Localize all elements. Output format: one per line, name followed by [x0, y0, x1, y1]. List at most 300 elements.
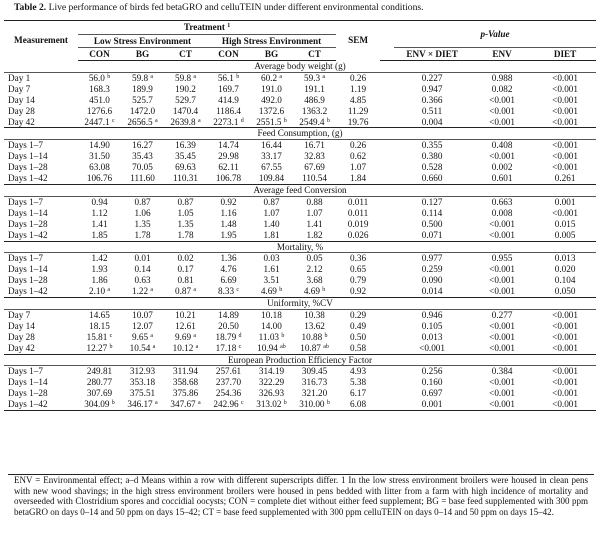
- superscript: b: [283, 117, 287, 124]
- pvalue-cell: 0.001: [554, 196, 576, 207]
- value-cell: 14.89: [218, 309, 239, 320]
- superscript: b: [283, 400, 287, 407]
- pvalue-cell: <0.001: [552, 331, 578, 342]
- value-cell: 6.69: [220, 275, 237, 286]
- value-cell: 106.78: [215, 173, 242, 184]
- row-label: Days 1–14: [8, 207, 48, 218]
- col-header: CON: [207, 48, 250, 61]
- value-cell: 59.8 $^a$: [174, 72, 197, 83]
- value-cell: 525.7: [132, 94, 153, 105]
- superscript: a: [195, 343, 199, 350]
- pvalue-cell: 0.004: [421, 116, 443, 127]
- pvalue-cell: 0.277: [491, 309, 513, 320]
- value-cell: 0.01: [134, 253, 151, 264]
- pvalue-cell: <0.001: [470, 399, 534, 410]
- value-cell: 0.17: [177, 264, 194, 275]
- row-label: Day 28: [8, 331, 35, 342]
- superscript: a: [279, 73, 283, 80]
- value-cell: 4.76: [220, 264, 237, 275]
- superscript: a: [150, 73, 154, 80]
- row-label: Days 1–42: [8, 286, 48, 297]
- value-cell: 1472.0: [129, 105, 156, 116]
- value-cell: 13.62: [304, 320, 325, 331]
- superscript: a: [193, 73, 197, 80]
- pvalue-cell: <0.001: [552, 140, 578, 151]
- value-cell: 0.87: [134, 196, 151, 207]
- value-cell: 1.95: [220, 229, 237, 240]
- value-cell: 110.54: [302, 173, 327, 184]
- pvalue-cell: 0.013: [554, 253, 576, 264]
- sem-cell: 4.85: [350, 94, 367, 105]
- value-cell: 0.94: [91, 196, 108, 207]
- sem-cell: 4.93: [350, 366, 367, 377]
- sem-header: SEM: [336, 21, 380, 61]
- pvalue-cell: 0.127: [421, 196, 443, 207]
- pvalue-cell: <0.001: [489, 286, 515, 297]
- value-cell: 1276.6: [86, 105, 113, 116]
- pvalue-cell: 0.977: [421, 253, 443, 264]
- col-header: CT: [293, 48, 336, 61]
- value-cell: 0.87: [263, 196, 280, 207]
- value-cell: 18.79 $^d$: [215, 331, 242, 342]
- section-title: European Production Efficiency Factor: [4, 355, 596, 367]
- value-cell: 11.03 $^b$: [258, 331, 285, 342]
- value-cell: 3.68: [306, 275, 323, 286]
- value-cell: 12.61: [175, 320, 196, 331]
- value-cell: 1.35: [177, 218, 194, 229]
- value-cell: 0.14: [134, 264, 151, 275]
- value-cell: 67.69: [304, 162, 325, 173]
- section-title-row: [4, 61, 596, 73]
- value-cell: 56.0 $^b$: [88, 72, 111, 83]
- value-cell: 31.50: [89, 151, 110, 162]
- row-label: Days 1–7: [8, 253, 43, 264]
- superscript: c: [109, 332, 113, 339]
- pvalue-cell: <0.001: [552, 309, 578, 320]
- pvalue-cell: <0.001: [552, 320, 578, 331]
- value-cell: 169.7: [218, 83, 239, 94]
- pvalue-cell: <0.001: [552, 342, 578, 353]
- pvalue-cell: <0.001: [552, 207, 578, 218]
- value-cell: 20.50: [218, 320, 239, 331]
- pvalue-cell: 0.528: [421, 162, 443, 173]
- table-row: [4, 399, 596, 410]
- value-cell: 375.51: [129, 388, 156, 399]
- superscript: c: [236, 287, 240, 294]
- value-cell: 15.81 $^c$: [86, 331, 113, 342]
- row-label: Days 1–7: [8, 366, 43, 377]
- value-cell: 191.1: [304, 83, 325, 94]
- section-title-row: [4, 184, 596, 196]
- value-cell: 16.71: [304, 140, 325, 151]
- pvalue-cell: <0.001: [489, 377, 515, 388]
- col-header: CON: [78, 48, 121, 61]
- value-cell: 1.35: [134, 218, 151, 229]
- value-cell: 70.05: [132, 162, 153, 173]
- pvalue-cell: <0.001: [489, 151, 515, 162]
- sem-cell: 0.26: [350, 72, 367, 83]
- value-cell: 1.82: [306, 229, 323, 240]
- value-cell: 358.68: [172, 377, 199, 388]
- table-row: [4, 321, 596, 332]
- table-row: [4, 286, 596, 297]
- table-body: [4, 61, 596, 411]
- table-row: [4, 140, 596, 151]
- sem-cell: 6.17: [350, 388, 367, 399]
- pcol-header: ENV × DIET: [394, 48, 470, 61]
- table-row: [4, 377, 596, 388]
- pvalue-cell: 0.020: [554, 264, 576, 275]
- pvalue-cell: <0.001: [534, 399, 596, 410]
- value-cell: 8.33 $^c$: [217, 286, 240, 297]
- pcol-header: DIET: [534, 48, 596, 61]
- value-cell: 109.84: [258, 173, 285, 184]
- row-label: Days 1–7: [8, 140, 43, 151]
- col-header: BG: [121, 48, 164, 61]
- value-cell: 529.7: [175, 94, 196, 105]
- value-cell: 242.96 $^c$: [207, 399, 250, 410]
- value-cell: 486.9: [304, 94, 325, 105]
- value-cell: 12.07: [132, 320, 153, 331]
- sem-cell: 0.29: [350, 309, 367, 320]
- pvalue-cell: <0.001: [552, 105, 578, 116]
- row-label: Days 1–14: [8, 377, 48, 388]
- value-cell: 310.00 $^b$: [293, 399, 336, 410]
- section-title: Mortality, %: [4, 242, 596, 254]
- pvalue-cell: 0.050: [554, 286, 576, 297]
- sem-cell: 0.011: [347, 196, 369, 207]
- pvalue-cell: <0.001: [489, 275, 515, 286]
- row-label: Days 1–28: [8, 218, 48, 229]
- value-cell: 280.77: [86, 377, 113, 388]
- section-title: Feed Consumption, (g): [4, 128, 596, 140]
- value-cell: 492.0: [261, 94, 282, 105]
- pvalue-cell: <0.001: [489, 264, 515, 275]
- pvalue-cell: <0.001: [489, 388, 515, 399]
- pvalue-cell: 0.015: [554, 218, 576, 229]
- table-row: [4, 366, 596, 377]
- value-cell: 16.44: [261, 140, 282, 151]
- value-cell: 257.61: [215, 366, 242, 377]
- value-cell: 14.90: [89, 140, 110, 151]
- caption-text: Live performance of birds fed betaGRO and celluTEIN under different environmental conditions.: [48, 2, 424, 13]
- superscript: a: [193, 332, 197, 339]
- pcol-header: ENV: [470, 48, 534, 61]
- pvalue-cell: 0.105: [421, 320, 443, 331]
- value-cell: 2273.1 $^d$: [213, 116, 244, 127]
- value-cell: 237.70: [215, 377, 242, 388]
- superscript: d: [238, 332, 242, 339]
- superscript: a: [107, 287, 111, 294]
- pvalue-header: p-Value: [394, 21, 596, 48]
- value-cell: 14.65: [89, 309, 110, 320]
- superscript: b: [281, 332, 285, 339]
- value-cell: 190.2: [175, 83, 196, 94]
- row-label: Days 1–14: [8, 151, 48, 162]
- sem-cell: 0.62: [350, 151, 367, 162]
- value-cell: 249.81: [86, 366, 113, 377]
- pvalue-cell: <0.001: [419, 342, 445, 353]
- value-cell: 10.88 $^b$: [301, 331, 328, 342]
- value-cell: 254.36: [215, 388, 242, 399]
- value-cell: 307.69: [86, 388, 113, 399]
- pvalue-cell: 0.160: [421, 377, 443, 388]
- table-row: [4, 106, 596, 117]
- pvalue-cell: 0.090: [421, 275, 443, 286]
- value-cell: 1.16: [220, 207, 237, 218]
- pvalue-cell: 0.988: [491, 72, 513, 83]
- pvalue-cell: 0.013: [421, 331, 443, 342]
- value-cell: 32.83: [304, 151, 325, 162]
- pvalue-cell: 0.071: [421, 229, 443, 240]
- sem-cell: 0.26: [350, 140, 367, 151]
- value-cell: 2639.8 $^a$: [170, 116, 201, 127]
- value-cell: 9.69 $^a$: [174, 331, 197, 342]
- table-caption: [14, 2, 594, 14]
- value-cell: 110.31: [173, 173, 198, 184]
- sem-cell: 1.84: [350, 173, 367, 184]
- pvalue-cell: <0.001: [489, 94, 515, 105]
- pvalue-cell: 0.227: [421, 72, 443, 83]
- pvalue-cell: <0.001: [552, 72, 578, 83]
- row-label: Days 1–42: [4, 399, 78, 410]
- value-cell: 35.45: [175, 151, 196, 162]
- value-cell: 60.2 $^a$: [260, 72, 283, 83]
- value-cell: 1.07: [306, 207, 323, 218]
- value-cell: 353.18: [129, 377, 156, 388]
- sem-cell: 1.07: [350, 162, 367, 173]
- pvalue-cell: <0.001: [552, 83, 578, 94]
- value-cell: 59.8 $^a$: [131, 72, 154, 83]
- table-row: [4, 95, 596, 106]
- value-cell: 1.07: [263, 207, 280, 218]
- value-cell: 10.12 $^a$: [172, 342, 199, 353]
- pvalue-cell: <0.001: [552, 116, 578, 127]
- superscript: a: [150, 287, 154, 294]
- value-cell: 56.1 $^b$: [217, 72, 240, 83]
- row-label: Days 1–7: [8, 196, 43, 207]
- pvalue-cell: 0.380: [421, 151, 443, 162]
- pvalue-cell: 0.663: [491, 196, 513, 207]
- table-row: [4, 343, 596, 354]
- value-cell: 16.27: [132, 140, 153, 151]
- value-cell: 2447.1 $^c$: [84, 116, 115, 127]
- row-label: Days 1–42: [8, 229, 48, 240]
- sem-cell: 0.92: [350, 286, 367, 297]
- value-cell: 10.07: [132, 309, 153, 320]
- value-cell: 1.78: [134, 229, 151, 240]
- superscript: b: [322, 287, 326, 294]
- row-label: Day 14: [8, 320, 35, 331]
- value-cell: 2551.5 $^b$: [256, 116, 287, 127]
- value-cell: 0.03: [263, 253, 280, 264]
- superscript: b: [324, 332, 328, 339]
- row-label: Days 1–28: [8, 275, 48, 286]
- value-cell: 1.48: [220, 218, 237, 229]
- superscript: d: [240, 117, 244, 124]
- superscript: a: [150, 332, 154, 339]
- sem-cell: 0.011: [347, 207, 369, 218]
- pvalue-cell: <0.001: [489, 331, 515, 342]
- value-cell: 0.81: [177, 275, 194, 286]
- value-cell: 321.20: [301, 388, 328, 399]
- value-cell: 0.88: [306, 196, 323, 207]
- value-cell: 10.94 $^{ab}$: [257, 342, 286, 353]
- value-cell: 347.67 $^a$: [164, 399, 207, 410]
- superscript: a: [154, 117, 158, 124]
- value-cell: 1.06: [134, 207, 151, 218]
- value-cell: 1.93: [91, 264, 108, 275]
- pvalue-cell: <0.001: [552, 377, 578, 388]
- superscript: ab: [280, 343, 286, 350]
- value-cell: 67.55: [261, 162, 282, 173]
- value-cell: 1363.2: [301, 105, 328, 116]
- superscript: b: [236, 73, 240, 80]
- table-row: [4, 151, 596, 162]
- value-cell: 29.98: [218, 151, 239, 162]
- value-cell: 111.60: [130, 173, 155, 184]
- value-cell: 1.42: [91, 253, 108, 264]
- sem-cell: 11.29: [347, 105, 369, 116]
- row-label: Day 42: [8, 342, 35, 353]
- value-cell: 1.85: [91, 229, 108, 240]
- value-cell: 35.43: [132, 151, 153, 162]
- value-cell: 451.0: [89, 94, 110, 105]
- value-cell: 0.02: [177, 253, 194, 264]
- section-title-row: [4, 354, 596, 366]
- value-cell: 1.40: [263, 218, 280, 229]
- value-cell: 189.9: [132, 83, 153, 94]
- pvalue-cell: 0.408: [491, 140, 513, 151]
- value-cell: 16.39: [175, 140, 196, 151]
- row-label: Day 14: [8, 94, 35, 105]
- value-cell: 346.17 $^a$: [121, 399, 164, 410]
- value-cell: 0.87 $^a$: [174, 286, 197, 297]
- sem-cell: 0.49: [350, 320, 367, 331]
- value-cell: 316.73: [301, 377, 328, 388]
- row-label: Days 1–28: [8, 388, 48, 399]
- value-cell: 12.27 $^b$: [86, 342, 113, 353]
- value-cell: 0.87: [177, 196, 194, 207]
- value-cell: 10.21: [175, 309, 196, 320]
- value-cell: 1.86: [91, 275, 108, 286]
- value-cell: 312.93: [129, 366, 156, 377]
- high-stress-header: High Stress Environment: [207, 35, 336, 48]
- value-cell: 1.61: [263, 264, 280, 275]
- col-header: BG: [250, 48, 293, 61]
- value-cell: 14.74: [218, 140, 239, 151]
- value-cell: 10.38: [304, 309, 325, 320]
- superscript: c: [111, 117, 115, 124]
- low-stress-header: Low Stress Environment: [78, 35, 207, 48]
- pvalue-cell: 0.082: [491, 83, 513, 94]
- superscript: a: [322, 73, 326, 80]
- row-label: Days 1–28: [8, 162, 48, 173]
- value-cell: 2656.5 $^a$: [127, 116, 158, 127]
- superscript: b: [107, 73, 111, 80]
- table-row: [4, 84, 596, 95]
- pvalue-cell: <0.001: [489, 320, 515, 331]
- pvalue-cell: <0.001: [552, 162, 578, 173]
- pvalue-cell: 0.261: [554, 173, 576, 184]
- sem-cell: 0.026: [347, 229, 369, 240]
- table-header: [4, 21, 596, 61]
- value-cell: 106.76: [86, 173, 113, 184]
- pvalue-cell: <0.001: [552, 366, 578, 377]
- row-label: Days 1–14: [8, 264, 48, 275]
- table-row: [4, 73, 596, 84]
- pvalue-cell: 0.104: [554, 275, 576, 286]
- measurement-header: Measurement: [4, 21, 78, 61]
- value-cell: 3.51: [263, 275, 280, 286]
- pvalue-cell: 0.256: [421, 366, 443, 377]
- value-cell: 59.3 $^a$: [304, 72, 326, 83]
- table-row: [4, 219, 596, 230]
- performance-table: [4, 20, 596, 411]
- section-title-row: [4, 298, 596, 310]
- value-cell: 1.41: [306, 218, 323, 229]
- sem-cell: 19.76: [347, 116, 369, 127]
- value-cell: 168.3: [89, 83, 110, 94]
- value-cell: 1.81: [263, 229, 280, 240]
- value-cell: 62.11: [218, 162, 239, 173]
- row-label: Days 1–42: [8, 173, 48, 184]
- sem-cell: 5.38: [350, 377, 367, 388]
- sem-cell: 0.58: [350, 342, 367, 353]
- value-cell: 1.22 $^a$: [131, 286, 154, 297]
- value-cell: 1.41: [91, 218, 108, 229]
- value-cell: 10.87 $^{ab}$: [300, 342, 329, 353]
- row-label: Day 42: [8, 116, 35, 127]
- value-cell: 304.09 $^b$: [78, 399, 121, 410]
- value-cell: 2549.4 $^b$: [299, 116, 330, 127]
- table-row: [4, 388, 596, 399]
- value-cell: 0.63: [134, 275, 151, 286]
- pvalue-cell: 0.500: [421, 218, 443, 229]
- value-cell: 1470.4: [172, 105, 199, 116]
- pvalue-cell: 0.005: [554, 229, 576, 240]
- pvalue-cell: 0.601: [491, 173, 513, 184]
- superscript: a: [197, 117, 201, 124]
- value-cell: 14.00: [261, 320, 282, 331]
- pvalue-cell: 0.384: [491, 366, 513, 377]
- value-cell: 10.18: [261, 309, 282, 320]
- superscript: ab: [323, 343, 329, 350]
- row-label: Day 7: [8, 83, 31, 94]
- pvalue-cell: <0.001: [489, 116, 515, 127]
- value-cell: 1372.6: [258, 105, 285, 116]
- pvalue-cell: 0.355: [421, 140, 443, 151]
- pvalue-cell: <0.001: [552, 388, 578, 399]
- table-row: [4, 230, 596, 241]
- value-cell: 2.10 $^a$: [88, 286, 111, 297]
- value-cell: 1.36: [220, 253, 237, 264]
- superscript: b: [279, 287, 283, 294]
- value-cell: 18.15: [89, 320, 110, 331]
- pvalue-cell: 0.259: [421, 264, 443, 275]
- pvalue-cell: <0.001: [552, 151, 578, 162]
- sem-cell: 0.65: [350, 264, 367, 275]
- superscript: a: [193, 287, 197, 294]
- pvalue-cell: <0.001: [489, 229, 515, 240]
- superscript: c: [240, 400, 244, 407]
- value-cell: 0.05: [306, 253, 323, 264]
- sem-cell: 0.36: [350, 253, 367, 264]
- value-cell: 33.17: [261, 151, 282, 162]
- value-cell: 2.12: [306, 264, 323, 275]
- superscript: a: [152, 343, 156, 350]
- sem-cell: 0.79: [350, 275, 367, 286]
